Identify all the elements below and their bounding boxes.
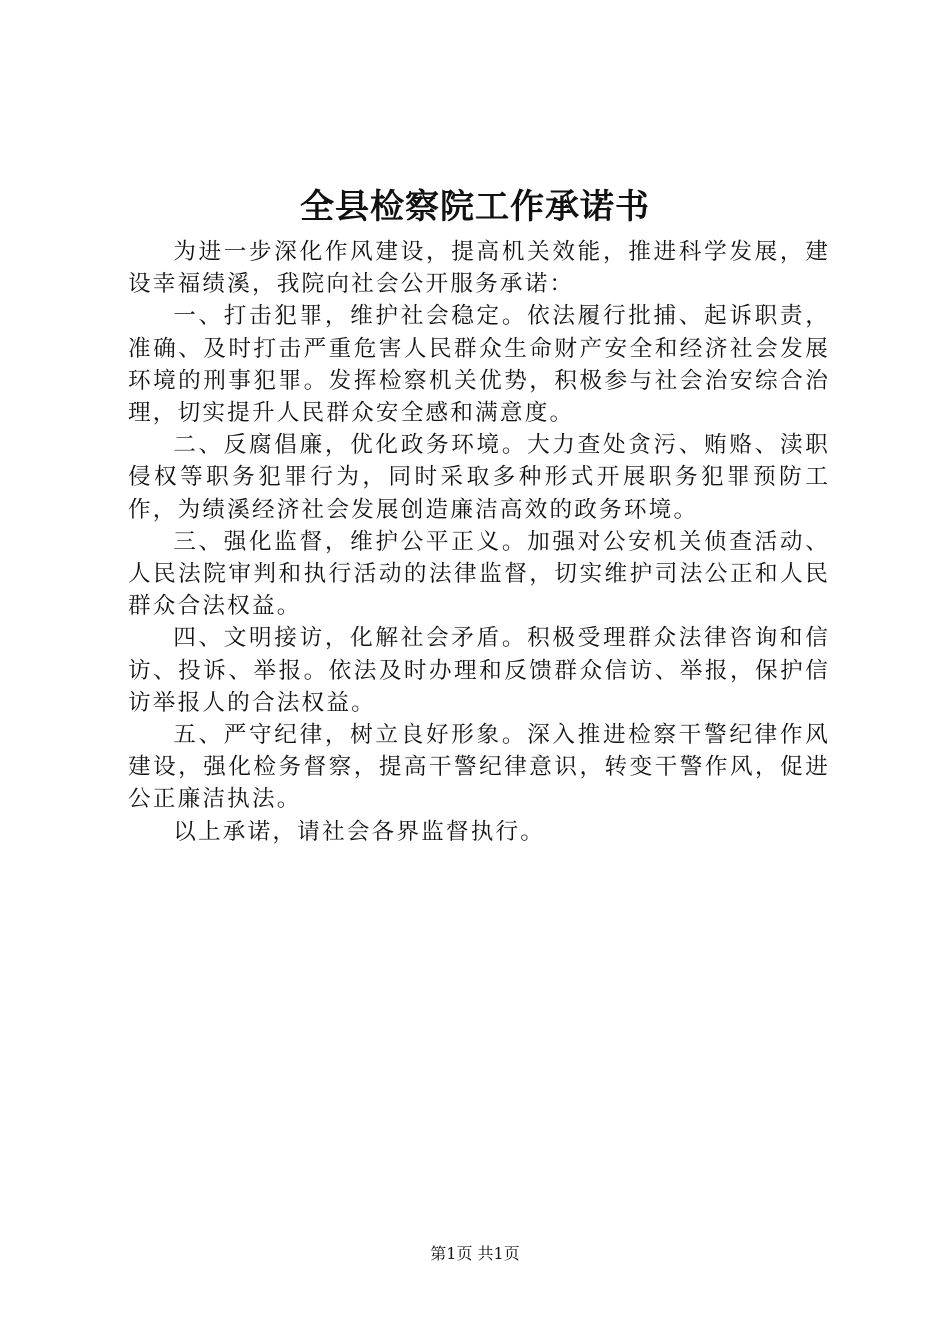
document-body <box>128 236 830 848</box>
page-title: 全县检察院工作承诺书 <box>300 187 650 227</box>
commitment-paragraph-5: 五、严守纪律，树立良好形象。深入推进检察干警纪律作风建设，强化检务督察，提高干警纪律意识，转变干警作风，促进公正廉洁执法。 <box>128 722 830 813</box>
closing-paragraph: 以上承诺，请社会各界监督执行。 <box>173 818 546 845</box>
commitment-paragraph-3: 三、强化监督，维护公平正义。加强对公安机关侦查活动、人民法院审判和执行活动的法律监督，切实维护司法公正和人民群众合法权益。 <box>128 528 830 620</box>
page-number-footer: 第1页 共1页 <box>430 1244 520 1263</box>
commitment-paragraph-4: 四、文明接访，化解社会矛盾。积极受理群众法律咨询和信访、投诉、举报。依法及时办理和反馈群众信访、举报，保护信访举报人的合法权益。 <box>128 625 830 716</box>
commitment-paragraph-1: 一、打击犯罪，维护社会稳定。依法履行批捕、起诉职责，准确、及时打击严重危害人民群众生命财产安全和经济社会发展环境的刑事犯罪。发挥检察机关优势，积极参与社会治安综合治理，切实提升人民群众安全感和满意度。 <box>128 303 830 427</box>
commitment-paragraph-2: 二、反腐倡廉，优化政务环境。大力查处贪污、贿赂、渎职侵权等职务犯罪行为，同时采取多种形式开展职务犯罪预防工作，为绩溪经济社会发展创造廉洁高效的政务环境。 <box>128 432 830 523</box>
intro-paragraph: 为进一步深化作风建设，提高机关效能，推进科学发展，建设幸福绩溪，我院向社会公开服务承诺： <box>128 239 830 298</box>
